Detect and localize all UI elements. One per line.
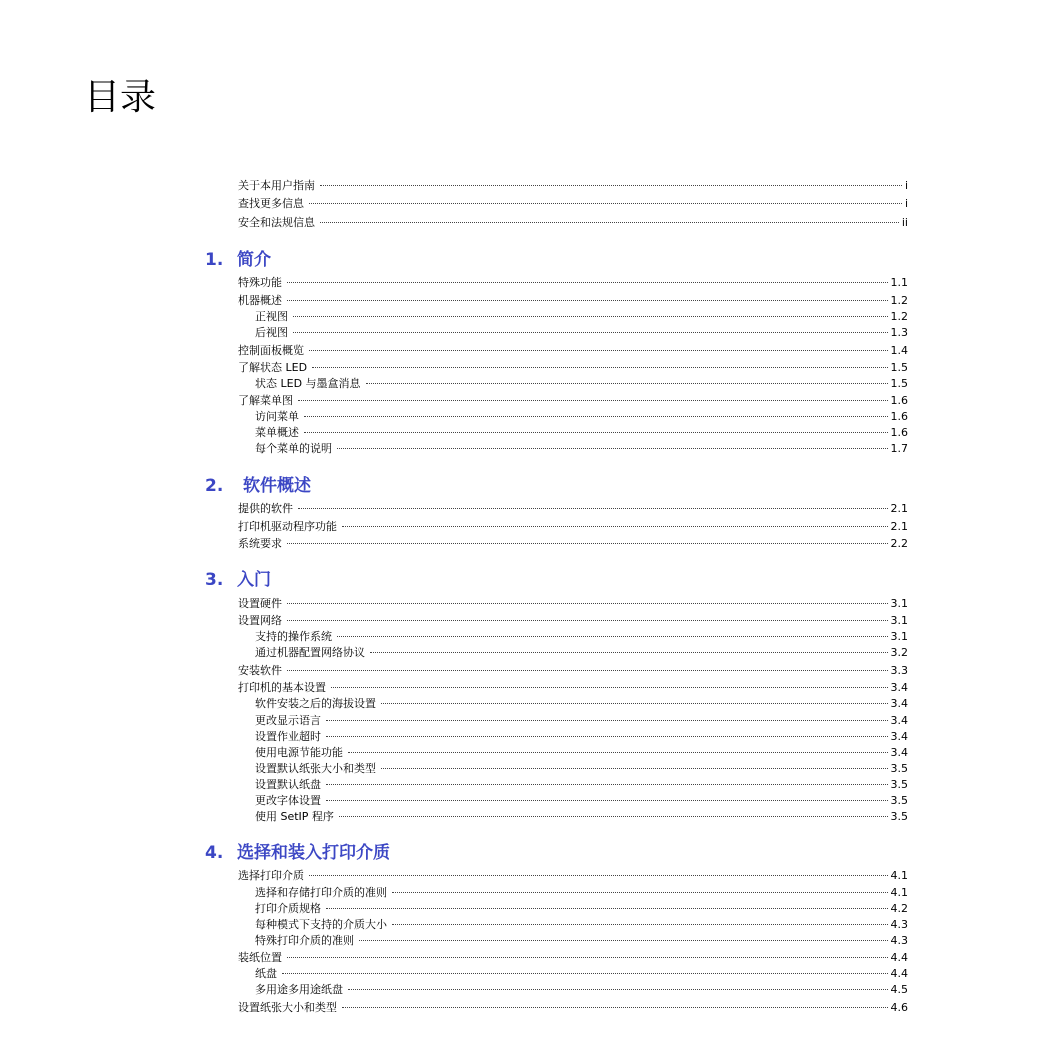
toc-entry-label: 设置网络: [238, 614, 282, 627]
dot-leader: [293, 322, 888, 336]
toc-entry-label: 控制面板概览: [238, 344, 304, 357]
toc-subentry[interactable]: [255, 373, 908, 390]
toc-entry-front[interactable]: [238, 212, 908, 229]
toc-entry-label: 正视图: [255, 310, 288, 323]
toc-entry-page: 1.1: [890, 276, 908, 289]
toc-entry[interactable]: [238, 677, 908, 694]
chapter-heading[interactable]: [205, 475, 311, 497]
dot-leader: [392, 882, 888, 896]
dot-leader: [282, 963, 888, 977]
toc-entry-label: 特殊打印介质的准则: [255, 934, 354, 947]
dot-leader: [312, 357, 887, 371]
dot-leader: [287, 533, 888, 547]
dot-leader: [287, 272, 888, 286]
toc-entry-label: 设置纸张大小和类型: [238, 1001, 337, 1014]
toc-entry-front[interactable]: [238, 175, 908, 192]
toc-entry[interactable]: [238, 533, 908, 550]
toc-entry-label: 多用途多用途纸盘: [255, 983, 343, 996]
dot-leader: [304, 422, 888, 436]
toc-entry-page: i: [904, 197, 908, 210]
toc-entry[interactable]: [238, 390, 908, 407]
toc-entry-page: 3.4: [890, 714, 908, 727]
chapter-heading[interactable]: [205, 842, 390, 864]
chapter-number: 1.: [205, 250, 224, 270]
toc-entry-page: 3.4: [890, 697, 908, 710]
toc-entry-label: 菜单概述: [255, 426, 299, 439]
toc-entry-page: 3.1: [890, 630, 908, 643]
chapter-title: 选择和装入打印介质: [237, 843, 390, 863]
toc-entry-label: 状态 LED 与墨盒消息: [255, 377, 361, 390]
dot-leader: [287, 947, 888, 961]
toc-entry-page: 4.1: [890, 886, 908, 899]
dot-leader: [326, 710, 888, 724]
dot-leader: [381, 693, 888, 707]
toc-subentry[interactable]: [255, 898, 908, 915]
dot-leader: [381, 758, 888, 772]
toc-entry-page: 3.4: [890, 681, 908, 694]
chapter-title: 简介: [237, 250, 271, 270]
toc-entry-label: 后视图: [255, 326, 288, 339]
toc-entry-label: 设置默认纸盘: [255, 778, 321, 791]
toc-entry-page: 3.1: [890, 597, 908, 610]
toc-subentry[interactable]: [255, 758, 908, 775]
toc-entry-page: 1.7: [890, 442, 908, 455]
toc-subentry[interactable]: [255, 306, 908, 323]
toc-entry[interactable]: [238, 516, 908, 533]
toc-entry-page: ii: [901, 216, 908, 229]
chapter-title: 软件概述: [243, 476, 311, 496]
toc-subentry[interactable]: [255, 963, 908, 980]
dot-leader: [348, 742, 888, 756]
toc-subentry[interactable]: [255, 742, 908, 759]
toc-entry-page: 3.4: [890, 746, 908, 759]
toc-entry-page: 4.1: [890, 869, 908, 882]
toc-subentry[interactable]: [255, 642, 908, 659]
dot-leader: [298, 390, 888, 404]
dot-leader: [392, 914, 888, 928]
dot-leader: [309, 193, 902, 207]
dot-leader: [342, 997, 888, 1011]
toc-subentry[interactable]: [255, 322, 908, 339]
toc-entry-page: 3.5: [890, 762, 908, 775]
toc-entry[interactable]: [238, 610, 908, 627]
toc-entry[interactable]: [238, 865, 908, 882]
dot-leader: [293, 306, 888, 320]
toc-entry-page: 4.5: [890, 983, 908, 996]
toc-entry-label: 纸盘: [255, 967, 277, 980]
toc-subentry[interactable]: [255, 422, 908, 439]
toc-entry-label: 关于本用户指南: [238, 179, 315, 192]
dot-leader: [326, 790, 888, 804]
toc-entry-page: 4.4: [890, 967, 908, 980]
toc-entry-label: 打印机的基本设置: [238, 681, 326, 694]
toc-entry-label: 安全和法规信息: [238, 216, 315, 229]
toc-entry-label: 设置作业超时: [255, 730, 321, 743]
chapter-heading[interactable]: [205, 569, 271, 591]
toc-entry-label: 更改字体设置: [255, 794, 321, 807]
toc-entry-label: 打印机驱动程序功能: [238, 520, 337, 533]
toc-entry-page: 3.5: [890, 810, 908, 823]
toc-entry[interactable]: [238, 498, 908, 515]
dot-leader: [309, 865, 888, 879]
toc-entry-page: 2.1: [890, 520, 908, 533]
toc-subentry[interactable]: [255, 693, 908, 710]
toc-subentry[interactable]: [255, 726, 908, 743]
toc-entry-label: 软件安装之后的海拔设置: [255, 697, 376, 710]
toc-entry-label: 装纸位置: [238, 951, 282, 964]
dot-leader: [339, 806, 888, 820]
toc-entry-page: 1.6: [890, 394, 908, 407]
toc-entry-page: 4.6: [890, 1001, 908, 1014]
dot-leader: [287, 593, 888, 607]
toc-entry-label: 查找更多信息: [238, 197, 304, 210]
toc-subentry[interactable]: [255, 710, 908, 727]
toc-entry-label: 打印介质规格: [255, 902, 321, 915]
toc-subentry[interactable]: [255, 806, 908, 823]
toc-entry[interactable]: [238, 340, 908, 357]
toc-entry[interactable]: [238, 357, 908, 374]
toc-subentry[interactable]: [255, 790, 908, 807]
toc-entry-label: 安装软件: [238, 664, 282, 677]
toc-entry[interactable]: [238, 593, 908, 610]
dot-leader: [320, 212, 899, 226]
toc-entry-label: 提供的软件: [238, 502, 293, 515]
toc-subentry[interactable]: [255, 979, 908, 996]
toc-entry-label: 系统要求: [238, 537, 282, 550]
dot-leader: [287, 290, 888, 304]
toc-entry-page: 1.5: [890, 361, 908, 374]
toc-entry-label: 使用电源节能功能: [255, 746, 343, 759]
chapter-heading[interactable]: [205, 249, 271, 271]
dot-leader: [348, 979, 888, 993]
dot-leader: [287, 610, 888, 624]
dot-leader: [359, 930, 888, 944]
toc-entry-label: 更改显示语言: [255, 714, 321, 727]
toc-entry-page: 3.3: [890, 664, 908, 677]
dot-leader: [326, 726, 888, 740]
chapter-number: 4.: [205, 843, 224, 863]
toc-entry-page: 1.4: [890, 344, 908, 357]
toc-entry-page: 1.2: [890, 294, 908, 307]
toc-entry-label: 支持的操作系统: [255, 630, 332, 643]
chapter-number: 2.: [205, 476, 224, 496]
toc-subentry[interactable]: [255, 914, 908, 931]
toc-entry-label: 机器概述: [238, 294, 282, 307]
dot-leader: [326, 774, 888, 788]
toc-entry-label: 选择打印介质: [238, 869, 304, 882]
toc-entry-label: 每种模式下支持的介质大小: [255, 918, 387, 931]
toc-entry-page: 1.6: [890, 410, 908, 423]
toc-entry-page: 2.2: [890, 537, 908, 550]
dot-leader: [331, 677, 888, 691]
toc-entry-page: 4.3: [890, 918, 908, 931]
toc-entry-page: 4.4: [890, 951, 908, 964]
toc-entry-page: 1.5: [890, 377, 908, 390]
toc-entry[interactable]: [238, 660, 908, 677]
toc-entry-page: 3.2: [890, 646, 908, 659]
toc-entry-page: 3.1: [890, 614, 908, 627]
dot-leader: [337, 626, 888, 640]
toc-subentry[interactable]: [255, 438, 908, 455]
dot-leader: [342, 516, 888, 530]
toc-entry[interactable]: [238, 290, 908, 307]
toc-subentry[interactable]: [255, 882, 908, 899]
toc-entry-front[interactable]: [238, 193, 908, 210]
dot-leader: [287, 660, 888, 674]
toc-entry-page: i: [904, 179, 908, 192]
toc-subentry[interactable]: [255, 930, 908, 947]
toc-entry-label: 了解状态 LED: [238, 361, 308, 374]
toc-entry[interactable]: [238, 272, 908, 289]
toc-entry-page: 1.2: [890, 310, 908, 323]
toc-entry-page: 2.1: [890, 502, 908, 515]
toc-entry-label: 特殊功能: [238, 276, 282, 289]
dot-leader: [326, 898, 888, 912]
toc-entry-label: 通过机器配置网络协议: [255, 646, 365, 659]
dot-leader: [304, 406, 888, 420]
dot-leader: [366, 373, 888, 387]
toc-entry-page: 1.3: [890, 326, 908, 339]
dot-leader: [370, 642, 888, 656]
dot-leader: [337, 438, 888, 452]
toc-entry[interactable]: [238, 997, 908, 1014]
toc-entry-label: 每个菜单的说明: [255, 442, 332, 455]
toc-entry-page: 3.4: [890, 730, 908, 743]
toc-entry-page: 1.6: [890, 426, 908, 439]
page-title: 目录: [84, 77, 157, 118]
toc-entry-label: 了解菜单图: [238, 394, 293, 407]
toc-subentry[interactable]: [255, 774, 908, 791]
dot-leader: [298, 498, 888, 512]
toc-entry-page: 3.5: [890, 778, 908, 791]
toc-subentry[interactable]: [255, 626, 908, 643]
toc-entry-label: 访问菜单: [255, 410, 299, 423]
chapter-number: 3.: [205, 570, 224, 590]
toc-entry-label: 设置硬件: [238, 597, 282, 610]
dot-leader: [320, 175, 902, 189]
toc-entry-label: 选择和存储打印介质的准则: [255, 886, 387, 899]
toc-entry-page: 3.5: [890, 794, 908, 807]
toc-entry-page: 4.3: [890, 934, 908, 947]
chapter-title: 入门: [237, 570, 271, 590]
dot-leader: [309, 340, 888, 354]
toc-entry[interactable]: [238, 947, 908, 964]
toc-subentry[interactable]: [255, 406, 908, 423]
toc-entry-label: 使用 SetIP 程序: [255, 810, 334, 823]
toc-entry-label: 设置默认纸张大小和类型: [255, 762, 376, 775]
toc-entry-page: 4.2: [890, 902, 908, 915]
